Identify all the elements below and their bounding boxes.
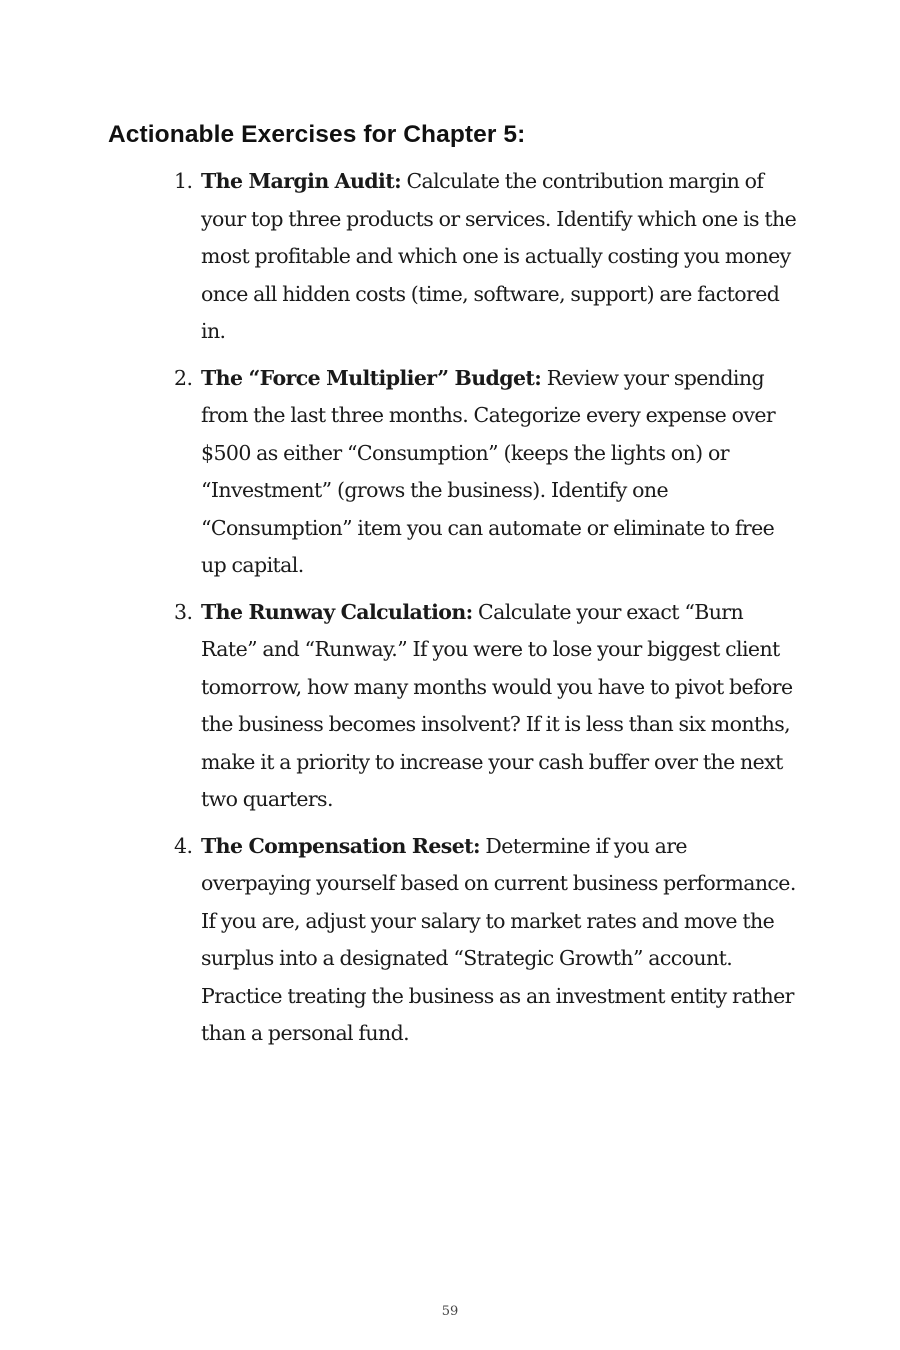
exercise-item-margin-audit [174,163,801,351]
exercise-number: 1. [174,169,193,193]
exercise-number: 4. [174,833,193,858]
exercise-item-runway-calculation [174,594,801,819]
exercise-item-force-multiplier-budget [174,360,801,585]
exercise-title: The “Force Multiplier” Budget: [201,365,542,390]
exercise-title: The Runway Calculation: [201,599,473,624]
exercise-list [174,163,801,1062]
exercise-number: 2. [174,365,193,390]
exercise-body: Calculate your exact “Burn Rate” and “Runway.” If you were to lose your biggest client tomorrow, how many months would you have to pivot before the business becomes insolvent? If it is less than six months, make it a priority to increase your cash buffer over the next two quarters. [201,599,793,811]
exercise-body: Determine if you are overpaying yourself based on current business performance. If you are, adjust your salary to market rates and move the surplus into a designated “Strategic Growth” account. Practice treating the business as an investment entity rather than a personal fund. [201,833,796,1045]
exercise-body: Review your spending from the last three months. Categorize every expense over $500 as either “Consumption” (keeps the lights on) or “Investment” (grows the business). Identify one “Consumption” item you can automate or eliminate to free up capital. [201,365,776,577]
exercise-item-compensation-reset [174,828,801,1053]
exercise-title: The Compensation Reset: [201,833,480,858]
exercise-title: The Margin Audit: [201,169,402,193]
chapter-exercises-heading: Actionable Exercises for Chapter 5: [108,121,526,148]
exercise-body: Calculate the contribution margin of your top three products or services. Identify which one is the most profitable and which one is actually costing you money once all hidden costs (time, software, support) are factored in. [201,169,797,343]
exercise-number: 3. [174,599,193,624]
page-number: 59 [441,1304,459,1319]
